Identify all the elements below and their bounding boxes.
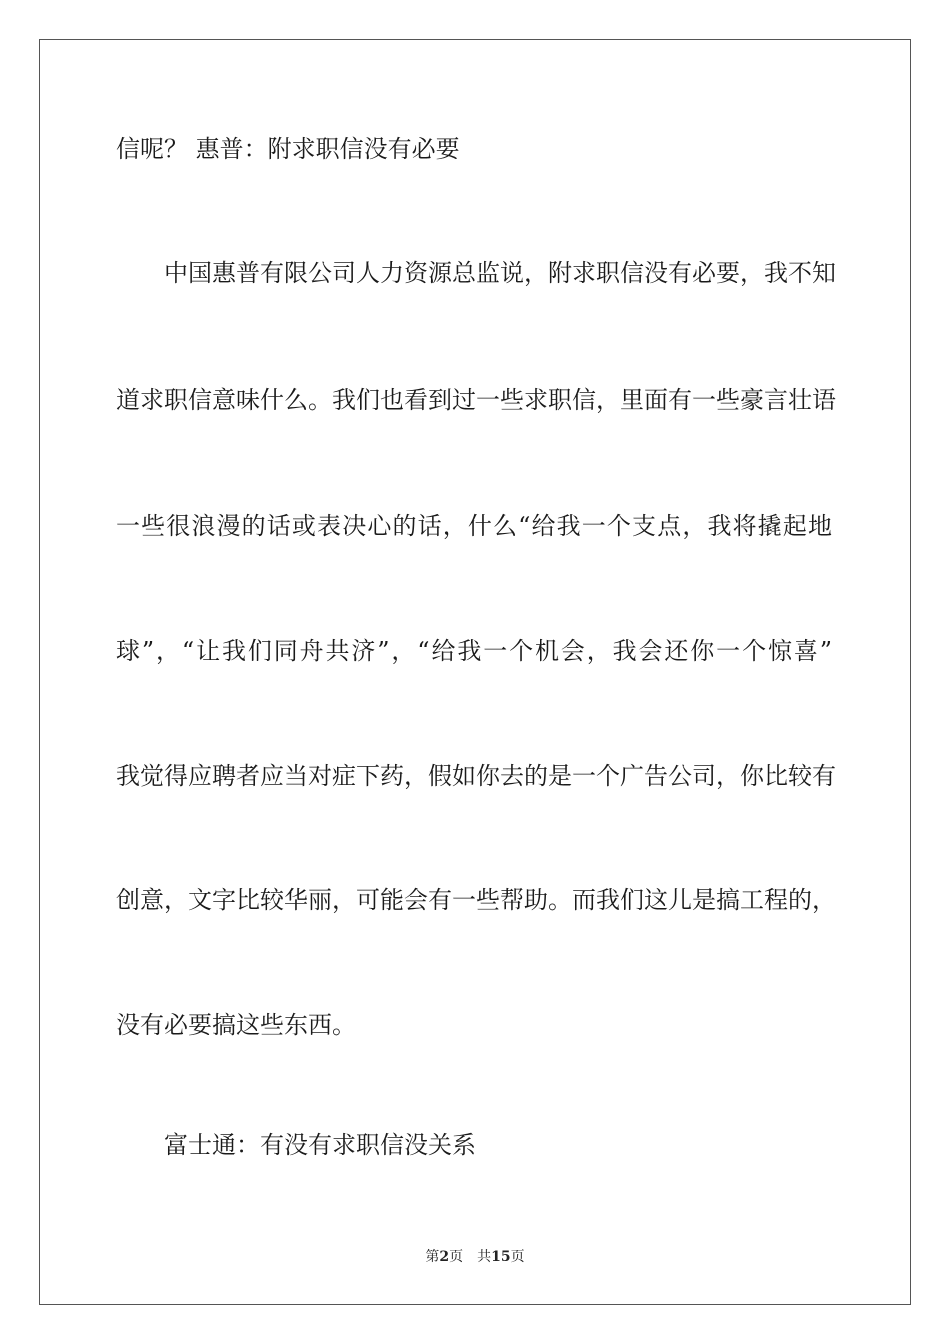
text-line-1: 信呢？ 惠普：附求职信没有必要: [116, 135, 460, 163]
footer-page-number: 2: [439, 1249, 450, 1265]
footer-page-prefix: 第: [425, 1249, 440, 1265]
text-line-5: 球”，“让我们同舟共济”，“给我一个机会，我会还你一个惊喜”: [116, 637, 832, 665]
footer-total-pages: 15: [491, 1249, 511, 1265]
footer-total-prefix: 共: [477, 1249, 492, 1265]
page-footer: [0, 1247, 950, 1267]
footer-page-suffix: 页: [449, 1249, 464, 1265]
text-line-2: 中国惠普有限公司人力资源总监说，附求职信没有必要，我不知: [164, 259, 836, 287]
text-line-4: 一些很浪漫的话或表决心的话，什么“给我一个支点，我将撬起地: [116, 512, 832, 540]
text-line-7: 创意，文字比较华丽，可能会有一些帮助。而我们这儿是搞工程的，: [116, 886, 836, 914]
text-line-9: 富士通：有没有求职信没关系: [164, 1131, 476, 1159]
text-line-8: 没有必要搞这些东西。: [116, 1011, 356, 1039]
footer-total-suffix: 页: [510, 1249, 525, 1265]
text-line-3: 道求职信意味什么。我们也看到过一些求职信，里面有一些豪言壮语: [116, 386, 836, 414]
text-line-6: 我觉得应聘者应当对症下药，假如你去的是一个广告公司，你比较有: [116, 762, 836, 790]
page-border: [39, 39, 911, 1305]
